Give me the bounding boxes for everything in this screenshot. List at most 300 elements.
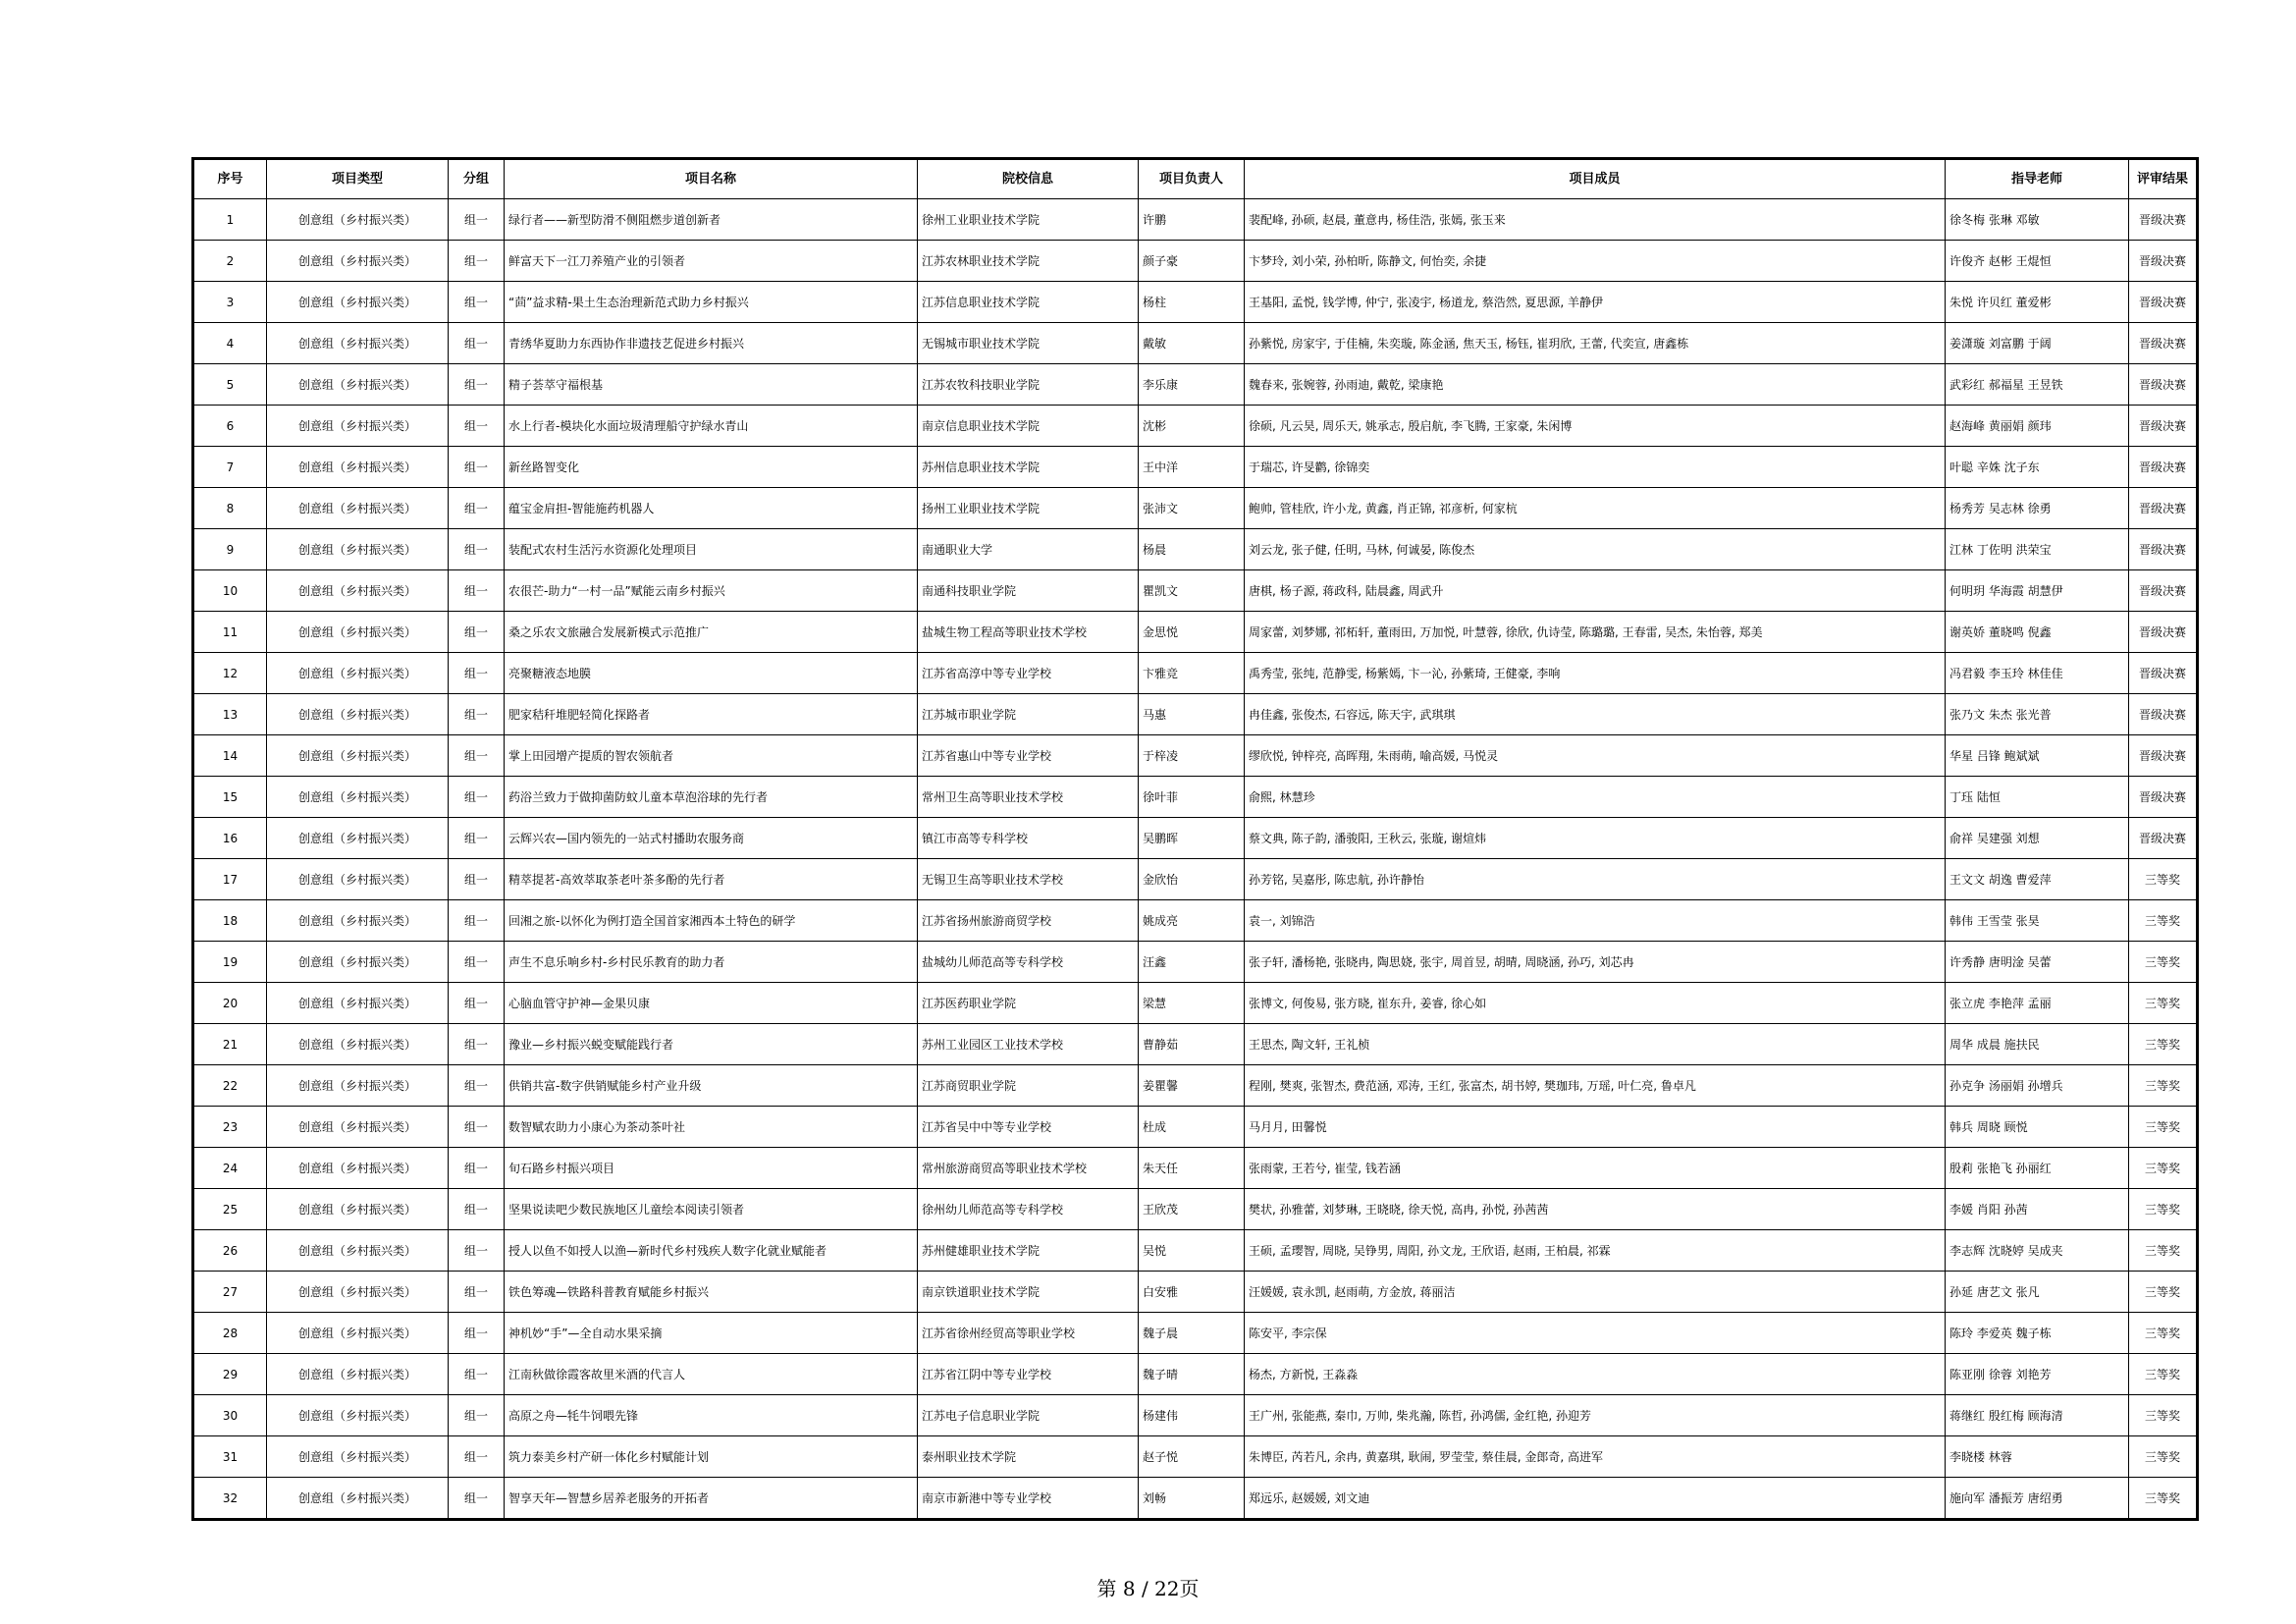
col-members-cell: 徐硕, 凡云昊, 周乐天, 姚承志, 殷启航, 李飞腾, 王家豪, 朱闲博 [1245,406,1946,447]
col-type-cell: 创意组（乡村振兴类） [267,364,449,406]
col-school-cell: 江苏信息职业技术学院 [918,282,1139,323]
col-advisors-cell: 许俊齐 赵彬 王焜恒 [1946,241,2129,282]
col-school-cell: 江苏城市职业学院 [918,694,1139,735]
col-advisors-cell: 许秀静 唐明淦 吴蕾 [1946,942,2129,983]
table-row [193,406,2198,447]
col-index-cell: 25 [193,1189,267,1230]
col-members-cell: 鲍帅, 管桂欣, 许小龙, 黄鑫, 肖正锦, 祁彦析, 何家杭 [1245,488,1946,529]
table-body [193,199,2198,1520]
col-type-cell: 创意组（乡村振兴类） [267,1354,449,1395]
col-result-cell: 晋级决赛 [2129,488,2198,529]
col-index-cell: 21 [193,1024,267,1065]
results-table [191,157,2199,1521]
table-row [193,570,2198,612]
col-advisors-cell: 谢英娇 董晓鸣 倪鑫 [1946,612,2129,653]
col-members-cell: 缪欣悦, 钟梓亮, 高晖翔, 朱雨萌, 喻高媛, 马悦灵 [1245,735,1946,777]
header-row [193,159,2198,199]
col-members-cell: 王硕, 孟璎智, 周晓, 吴铮男, 周阳, 孙文龙, 王欣语, 赵雨, 王柏晨, 祁霖 [1245,1230,1946,1272]
col-type-cell: 创意组（乡村振兴类） [267,1107,449,1148]
table-row [193,653,2198,694]
col-members-cell: 程刚, 樊爽, 张智杰, 费范涵, 邓涛, 王红, 张富杰, 胡书婷, 樊珈玮, 万瑶, 叶仁亮, 鲁卓凡 [1245,1065,1946,1107]
col-group-cell: 组一 [449,1107,505,1148]
col-members-cell: 周家蕾, 刘梦娜, 祁柘轩, 董雨田, 万加悦, 叶慧蓉, 徐欣, 仇诗莹, 陈璐璐, 王春雷, 吴杰, 朱怡蓉, 郑美 [1245,612,1946,653]
col-type-cell: 创意组（乡村振兴类） [267,282,449,323]
col-index-cell: 32 [193,1478,267,1520]
col-leader-cell: 张沛文 [1139,488,1245,529]
table-row [193,529,2198,570]
col-leader-cell: 王中洋 [1139,447,1245,488]
col-group-cell: 组一 [449,1024,505,1065]
col-advisors-cell: 姜潇璇 刘富鹏 于阔 [1946,323,2129,364]
col-type-cell: 创意组（乡村振兴类） [267,612,449,653]
col-group-cell: 组一 [449,1065,505,1107]
col-school-cell: 南京市新港中等专业学校 [918,1478,1139,1520]
col-advisors-cell: 俞祥 吴建强 刘想 [1946,818,2129,859]
col-project-name-cell: 精萃提茗-高效萃取茶老叶茶多酚的先行者 [505,859,918,900]
table-row [193,1065,2198,1107]
col-members-cell: 冉佳鑫, 张俊杰, 石容远, 陈天宇, 武琪琪 [1245,694,1946,735]
col-group-cell: 组一 [449,529,505,570]
col-index-cell: 13 [193,694,267,735]
table-row [193,735,2198,777]
col-index-cell: 30 [193,1395,267,1436]
col-school-cell: 苏州工业园区工业技术学校 [918,1024,1139,1065]
col-type-cell: 创意组（乡村振兴类） [267,735,449,777]
table-row [193,777,2198,818]
col-type-cell: 创意组（乡村振兴类） [267,694,449,735]
col-project-name-cell: 豫业—乡村振兴蜕变赋能践行者 [505,1024,918,1065]
col-project-name-cell: 新丝路智变化 [505,447,918,488]
table-row [193,323,2198,364]
col-index-cell: 11 [193,612,267,653]
col-project-name-cell: 心脑血管守护神—金果贝康 [505,983,918,1024]
header-result: 评审结果 [2129,159,2198,199]
col-leader-cell: 吴悦 [1139,1230,1245,1272]
col-group-cell: 组一 [449,282,505,323]
col-advisors-cell: 朱悦 许贝红 董爱彬 [1946,282,2129,323]
col-school-cell: 江苏电子信息职业学院 [918,1395,1139,1436]
col-type-cell: 创意组（乡村振兴类） [267,818,449,859]
col-group-cell: 组一 [449,1354,505,1395]
col-school-cell: 江苏医药职业学院 [918,983,1139,1024]
col-advisors-cell: 何明玥 华海霞 胡慧伊 [1946,570,2129,612]
table-row [193,364,2198,406]
col-members-cell: 张雨蒙, 王若兮, 崔莹, 钱若涵 [1245,1148,1946,1189]
col-result-cell: 三等奖 [2129,1024,2198,1065]
col-advisors-cell: 杨秀芳 吴志林 徐勇 [1946,488,2129,529]
col-advisors-cell: 施向军 潘振芳 唐绍勇 [1946,1478,2129,1520]
col-project-name-cell: 装配式农村生活污水资源化处理项目 [505,529,918,570]
col-school-cell: 江苏农林职业技术学院 [918,241,1139,282]
col-result-cell: 三等奖 [2129,1478,2198,1520]
table-row [193,1478,2198,1520]
col-index-cell: 15 [193,777,267,818]
col-project-name-cell: 肥家秸秆堆肥轻简化探路者 [505,694,918,735]
table-row [193,488,2198,529]
table-row [193,282,2198,323]
col-result-cell: 晋级决赛 [2129,364,2198,406]
col-advisors-cell: 韩伟 王雪莹 张昊 [1946,900,2129,942]
col-leader-cell: 白安雅 [1139,1272,1245,1313]
col-group-cell: 组一 [449,323,505,364]
header-leader: 项目负责人 [1139,159,1245,199]
col-result-cell: 晋级决赛 [2129,282,2198,323]
col-result-cell: 三等奖 [2129,1354,2198,1395]
col-result-cell: 三等奖 [2129,1230,2198,1272]
col-project-name-cell: 声生不息乐响乡村-乡村民乐教育的助力者 [505,942,918,983]
col-index-cell: 24 [193,1148,267,1189]
col-type-cell: 创意组（乡村振兴类） [267,447,449,488]
header-group: 分组 [449,159,505,199]
col-index-cell: 31 [193,1436,267,1478]
col-result-cell: 晋级决赛 [2129,323,2198,364]
col-type-cell: 创意组（乡村振兴类） [267,1313,449,1354]
col-group-cell: 组一 [449,983,505,1024]
col-school-cell: 江苏省江阴中等专业学校 [918,1354,1139,1395]
col-advisors-cell: 江林 丁佐明 洪荣宝 [1946,529,2129,570]
table-row [193,1272,2198,1313]
col-project-name-cell: 精子荟萃守福根基 [505,364,918,406]
col-advisors-cell: 王文文 胡逸 曹爱萍 [1946,859,2129,900]
col-members-cell: 张子轩, 潘杨艳, 张晓冉, 陶思娆, 张宇, 周首昱, 胡晴, 周晓涵, 孙巧, 刘芯冉 [1245,942,1946,983]
col-result-cell: 三等奖 [2129,1107,2198,1148]
col-type-cell: 创意组（乡村振兴类） [267,1395,449,1436]
col-school-cell: 江苏省扬州旅游商贸学校 [918,900,1139,942]
col-leader-cell: 姚成亮 [1139,900,1245,942]
col-type-cell: 创意组（乡村振兴类） [267,1189,449,1230]
col-advisors-cell: 武彩红 郝福星 王昱铁 [1946,364,2129,406]
col-index-cell: 28 [193,1313,267,1354]
col-project-name-cell: 授人以鱼不如授人以渔—新时代乡村残疾人数字化就业赋能者 [505,1230,918,1272]
col-group-cell: 组一 [449,900,505,942]
table-row [193,241,2198,282]
col-advisors-cell: 徐冬梅 张琳 邓敏 [1946,199,2129,241]
col-result-cell: 三等奖 [2129,1148,2198,1189]
col-advisors-cell: 殷莉 张艳飞 孙丽红 [1946,1148,2129,1189]
col-leader-cell: 李乐康 [1139,364,1245,406]
header-school: 院校信息 [918,159,1139,199]
table-row [193,1024,2198,1065]
header-type: 项目类型 [267,159,449,199]
col-leader-cell: 颜子豪 [1139,241,1245,282]
col-school-cell: 盐城生物工程高等职业技术学校 [918,612,1139,653]
col-result-cell: 三等奖 [2129,983,2198,1024]
col-result-cell: 三等奖 [2129,1313,2198,1354]
col-type-cell: 创意组（乡村振兴类） [267,1065,449,1107]
col-type-cell: 创意组（乡村振兴类） [267,777,449,818]
col-index-cell: 29 [193,1354,267,1395]
col-index-cell: 8 [193,488,267,529]
col-index-cell: 1 [193,199,267,241]
col-school-cell: 南通职业大学 [918,529,1139,570]
col-result-cell: 三等奖 [2129,942,2198,983]
table-row [193,900,2198,942]
table-row [193,612,2198,653]
col-type-cell: 创意组（乡村振兴类） [267,199,449,241]
table-row [193,859,2198,900]
header-members: 项目成员 [1245,159,1946,199]
col-members-cell: 孙紫悦, 房家宇, 于佳楠, 朱奕璇, 陈金涵, 焦天玉, 杨钰, 崔玥欣, 王蕾, 代奕宣, 唐鑫栋 [1245,323,1946,364]
col-leader-cell: 王欣茂 [1139,1189,1245,1230]
col-project-name-cell: 农很芒-助力“一村一品”赋能云南乡村振兴 [505,570,918,612]
col-result-cell: 晋级决赛 [2129,735,2198,777]
col-school-cell: 江苏省高淳中等专业学校 [918,653,1139,694]
col-group-cell: 组一 [449,942,505,983]
col-group-cell: 组一 [449,241,505,282]
col-index-cell: 27 [193,1272,267,1313]
col-advisors-cell: 李志辉 沈晓婷 吴成夹 [1946,1230,2129,1272]
table-row [193,1107,2198,1148]
col-group-cell: 组一 [449,1478,505,1520]
col-school-cell: 泰州职业技术学院 [918,1436,1139,1478]
col-members-cell: 朱博臣, 芮若凡, 余冉, 黄嘉琪, 耿闹, 罗莹莹, 蔡佳晨, 金郎奇, 高进军 [1245,1436,1946,1478]
col-members-cell: 张博文, 何俊易, 张方晓, 崔东升, 姜睿, 徐心如 [1245,983,1946,1024]
col-index-cell: 26 [193,1230,267,1272]
col-result-cell: 晋级决赛 [2129,570,2198,612]
col-type-cell: 创意组（乡村振兴类） [267,488,449,529]
col-group-cell: 组一 [449,1148,505,1189]
col-group-cell: 组一 [449,612,505,653]
col-school-cell: 镇江市高等专科学校 [918,818,1139,859]
col-leader-cell: 曹静茹 [1139,1024,1245,1065]
col-school-cell: 常州旅游商贸高等职业技术学校 [918,1148,1139,1189]
col-leader-cell: 梁慧 [1139,983,1245,1024]
col-group-cell: 组一 [449,199,505,241]
col-leader-cell: 卞雅竞 [1139,653,1245,694]
col-group-cell: 组一 [449,777,505,818]
col-school-cell: 南京信息职业技术学院 [918,406,1139,447]
col-index-cell: 2 [193,241,267,282]
col-index-cell: 19 [193,942,267,983]
col-advisors-cell: 李媛 肖阳 孙茜 [1946,1189,2129,1230]
col-type-cell: 创意组（乡村振兴类） [267,1478,449,1520]
col-result-cell: 三等奖 [2129,1272,2198,1313]
col-type-cell: 创意组（乡村振兴类） [267,983,449,1024]
col-school-cell: 无锡城市职业技术学院 [918,323,1139,364]
col-group-cell: 组一 [449,570,505,612]
col-advisors-cell: 陈玲 李爱英 魏子栋 [1946,1313,2129,1354]
col-result-cell: 晋级决赛 [2129,653,2198,694]
table-row [193,1230,2198,1272]
col-school-cell: 苏州信息职业技术学院 [918,447,1139,488]
col-type-cell: 创意组（乡村振兴类） [267,1436,449,1478]
col-school-cell: 江苏省徐州经贸高等职业学校 [918,1313,1139,1354]
col-type-cell: 创意组（乡村振兴类） [267,942,449,983]
table-row [193,694,2198,735]
col-leader-cell: 吴鹏晖 [1139,818,1245,859]
col-leader-cell: 金欣怡 [1139,859,1245,900]
col-advisors-cell: 华星 吕锋 鲍斌斌 [1946,735,2129,777]
col-result-cell: 晋级决赛 [2129,447,2198,488]
col-project-name-cell: 药浴兰致力于做抑菌防蚊儿童本草泡浴球的先行者 [505,777,918,818]
col-index-cell: 20 [193,983,267,1024]
col-school-cell: 扬州工业职业技术学院 [918,488,1139,529]
col-members-cell: 袁一, 刘锦浩 [1245,900,1946,942]
col-members-cell: 禹秀莹, 张纯, 范静雯, 杨紫嫣, 卞一沁, 孙紫琦, 王健豪, 李响 [1245,653,1946,694]
col-project-name-cell: 青绣华夏助力东西协作非遗技艺促进乡村振兴 [505,323,918,364]
col-result-cell: 三等奖 [2129,1395,2198,1436]
col-school-cell: 江苏省吴中中等专业学校 [918,1107,1139,1148]
col-type-cell: 创意组（乡村振兴类） [267,1024,449,1065]
col-project-name-cell: 蕴宝金肩担-智能施药机器人 [505,488,918,529]
table-row [193,983,2198,1024]
col-members-cell: 孙芳铭, 吴嘉彤, 陈忠航, 孙许静怡 [1245,859,1946,900]
col-advisors-cell: 李晓楼 林蓉 [1946,1436,2129,1478]
col-result-cell: 晋级决赛 [2129,818,2198,859]
col-project-name-cell: 鲜富天下一江刀养殖产业的引领者 [505,241,918,282]
col-type-cell: 创意组（乡村振兴类） [267,529,449,570]
col-members-cell: 蔡文典, 陈子韵, 潘骏阳, 王秋云, 张璇, 谢煊炜 [1245,818,1946,859]
col-result-cell: 晋级决赛 [2129,199,2198,241]
col-project-name-cell: 掌上田园增产提质的智农领航者 [505,735,918,777]
col-advisors-cell: 张乃文 朱杰 张光普 [1946,694,2129,735]
col-leader-cell: 魏子晨 [1139,1313,1245,1354]
col-project-name-cell: “茴”益求精-果土生态治理新范式助力乡村振兴 [505,282,918,323]
col-members-cell: 王基阳, 孟悦, 钱学博, 仲宁, 张凌宇, 杨道龙, 蔡浩然, 夏思源, 羊静伊 [1245,282,1946,323]
col-result-cell: 晋级决赛 [2129,694,2198,735]
col-leader-cell: 杨建伟 [1139,1395,1245,1436]
col-leader-cell: 沈彬 [1139,406,1245,447]
table-row [193,1313,2198,1354]
col-school-cell: 徐州工业职业技术学院 [918,199,1139,241]
col-leader-cell: 汪鑫 [1139,942,1245,983]
col-members-cell: 俞熙, 林慧珍 [1245,777,1946,818]
col-members-cell: 杨杰, 方新悦, 王淼淼 [1245,1354,1946,1395]
col-members-cell: 王广州, 张能燕, 秦巾, 万帅, 柴兆瀚, 陈哲, 孙鸿儒, 金红艳, 孙迎芳 [1245,1395,1946,1436]
col-advisors-cell: 叶聪 辛姝 沈子东 [1946,447,2129,488]
col-project-name-cell: 高原之舟—牦牛饲喂先锋 [505,1395,918,1436]
col-members-cell: 汪媛媛, 袁永凯, 赵雨萌, 方金放, 蒋丽洁 [1245,1272,1946,1313]
col-result-cell: 三等奖 [2129,1189,2198,1230]
col-project-name-cell: 神机妙“手”—全自动水果采摘 [505,1313,918,1354]
col-group-cell: 组一 [449,447,505,488]
col-group-cell: 组一 [449,1230,505,1272]
col-members-cell: 刘云龙, 张子健, 任明, 马林, 何诚晏, 陈俊杰 [1245,529,1946,570]
col-result-cell: 三等奖 [2129,1065,2198,1107]
col-school-cell: 南通科技职业学院 [918,570,1139,612]
col-advisors-cell: 韩兵 周晓 顾悦 [1946,1107,2129,1148]
col-project-name-cell: 云辉兴农—国内领先的一站式村播助农服务商 [505,818,918,859]
col-result-cell: 三等奖 [2129,900,2198,942]
col-group-cell: 组一 [449,406,505,447]
col-group-cell: 组一 [449,694,505,735]
col-leader-cell: 许鹏 [1139,199,1245,241]
col-school-cell: 南京铁道职业技术学院 [918,1272,1139,1313]
table-row [193,1354,2198,1395]
col-advisors-cell: 赵海峰 黄丽娟 颜玮 [1946,406,2129,447]
col-type-cell: 创意组（乡村振兴类） [267,406,449,447]
col-type-cell: 创意组（乡村振兴类） [267,859,449,900]
col-type-cell: 创意组（乡村振兴类） [267,1230,449,1272]
col-group-cell: 组一 [449,488,505,529]
table-row [193,1148,2198,1189]
table-row [193,1395,2198,1436]
col-type-cell: 创意组（乡村振兴类） [267,1272,449,1313]
col-index-cell: 9 [193,529,267,570]
col-project-name-cell: 供销共富-数字供销赋能乡村产业升级 [505,1065,918,1107]
col-project-name-cell: 旬石路乡村振兴项目 [505,1148,918,1189]
col-leader-cell: 徐叶菲 [1139,777,1245,818]
col-index-cell: 18 [193,900,267,942]
col-index-cell: 6 [193,406,267,447]
col-index-cell: 10 [193,570,267,612]
col-project-name-cell: 亮聚糖液态地膜 [505,653,918,694]
col-school-cell: 常州卫生高等职业技术学校 [918,777,1139,818]
col-project-name-cell: 数智赋农助力小康心为茶动茶叶社 [505,1107,918,1148]
col-advisors-cell: 陈亚刚 徐蓉 刘艳芳 [1946,1354,2129,1395]
col-project-name-cell: 智享天年—智慧乡居养老服务的开拓者 [505,1478,918,1520]
col-result-cell: 三等奖 [2129,859,2198,900]
col-group-cell: 组一 [449,735,505,777]
col-leader-cell: 赵子悦 [1139,1436,1245,1478]
col-index-cell: 14 [193,735,267,777]
col-project-name-cell: 筑力泰美乡村产研一体化乡村赋能计划 [505,1436,918,1478]
header-advisors: 指导老师 [1946,159,2129,199]
col-members-cell: 王思杰, 陶文轩, 王礼桢 [1245,1024,1946,1065]
col-members-cell: 于瑞芯, 许旻鹳, 徐锦奕 [1245,447,1946,488]
page-number: 第 8 / 22页 [1096,1577,1200,1600]
col-result-cell: 晋级决赛 [2129,529,2198,570]
header-index: 序号 [193,159,267,199]
col-group-cell: 组一 [449,818,505,859]
col-index-cell: 3 [193,282,267,323]
col-leader-cell: 杜成 [1139,1107,1245,1148]
col-type-cell: 创意组（乡村振兴类） [267,570,449,612]
col-school-cell: 江苏农牧科技职业学院 [918,364,1139,406]
col-members-cell: 马月月, 田馨悦 [1245,1107,1946,1148]
col-index-cell: 4 [193,323,267,364]
header-project-name: 项目名称 [505,159,918,199]
col-project-name-cell: 绿行者——新型防滑不侧阻燃步道创新者 [505,199,918,241]
col-project-name-cell: 桑之乐农文旅融合发展新模式示范推广 [505,612,918,653]
col-leader-cell: 魏子晴 [1139,1354,1245,1395]
col-index-cell: 23 [193,1107,267,1148]
col-result-cell: 三等奖 [2129,1436,2198,1478]
col-group-cell: 组一 [449,364,505,406]
col-school-cell: 无锡卫生高等职业技术学校 [918,859,1139,900]
col-project-name-cell: 江南秋做徐霞客故里米酒的代言人 [505,1354,918,1395]
col-members-cell: 陈安平, 李宗保 [1245,1313,1946,1354]
col-group-cell: 组一 [449,1272,505,1313]
col-leader-cell: 瞿凯文 [1139,570,1245,612]
col-school-cell: 苏州健雄职业技术学院 [918,1230,1139,1272]
col-group-cell: 组一 [449,653,505,694]
col-project-name-cell: 水上行者-模块化水面垃圾清理船守护绿水青山 [505,406,918,447]
col-members-cell: 郑远乐, 赵媛媛, 刘文迪 [1245,1478,1946,1520]
col-result-cell: 晋级决赛 [2129,777,2198,818]
col-school-cell: 盐城幼儿师范高等专科学校 [918,942,1139,983]
col-result-cell: 晋级决赛 [2129,406,2198,447]
col-group-cell: 组一 [449,1189,505,1230]
col-group-cell: 组一 [449,1436,505,1478]
table-row [193,1436,2198,1478]
col-result-cell: 晋级决赛 [2129,612,2198,653]
col-advisors-cell: 孙延 唐艺文 张凡 [1946,1272,2129,1313]
table-row [193,1189,2198,1230]
col-type-cell: 创意组（乡村振兴类） [267,900,449,942]
col-members-cell: 魏春来, 张婉蓉, 孙雨迪, 戴乾, 梁康艳 [1245,364,1946,406]
table-row [193,942,2198,983]
col-leader-cell: 杨柱 [1139,282,1245,323]
col-index-cell: 12 [193,653,267,694]
col-leader-cell: 于梓凌 [1139,735,1245,777]
col-type-cell: 创意组（乡村振兴类） [267,323,449,364]
col-group-cell: 组一 [449,859,505,900]
col-school-cell: 徐州幼儿师范高等专科学校 [918,1189,1139,1230]
col-index-cell: 16 [193,818,267,859]
col-school-cell: 江苏省惠山中等专业学校 [918,735,1139,777]
col-type-cell: 创意组（乡村振兴类） [267,653,449,694]
